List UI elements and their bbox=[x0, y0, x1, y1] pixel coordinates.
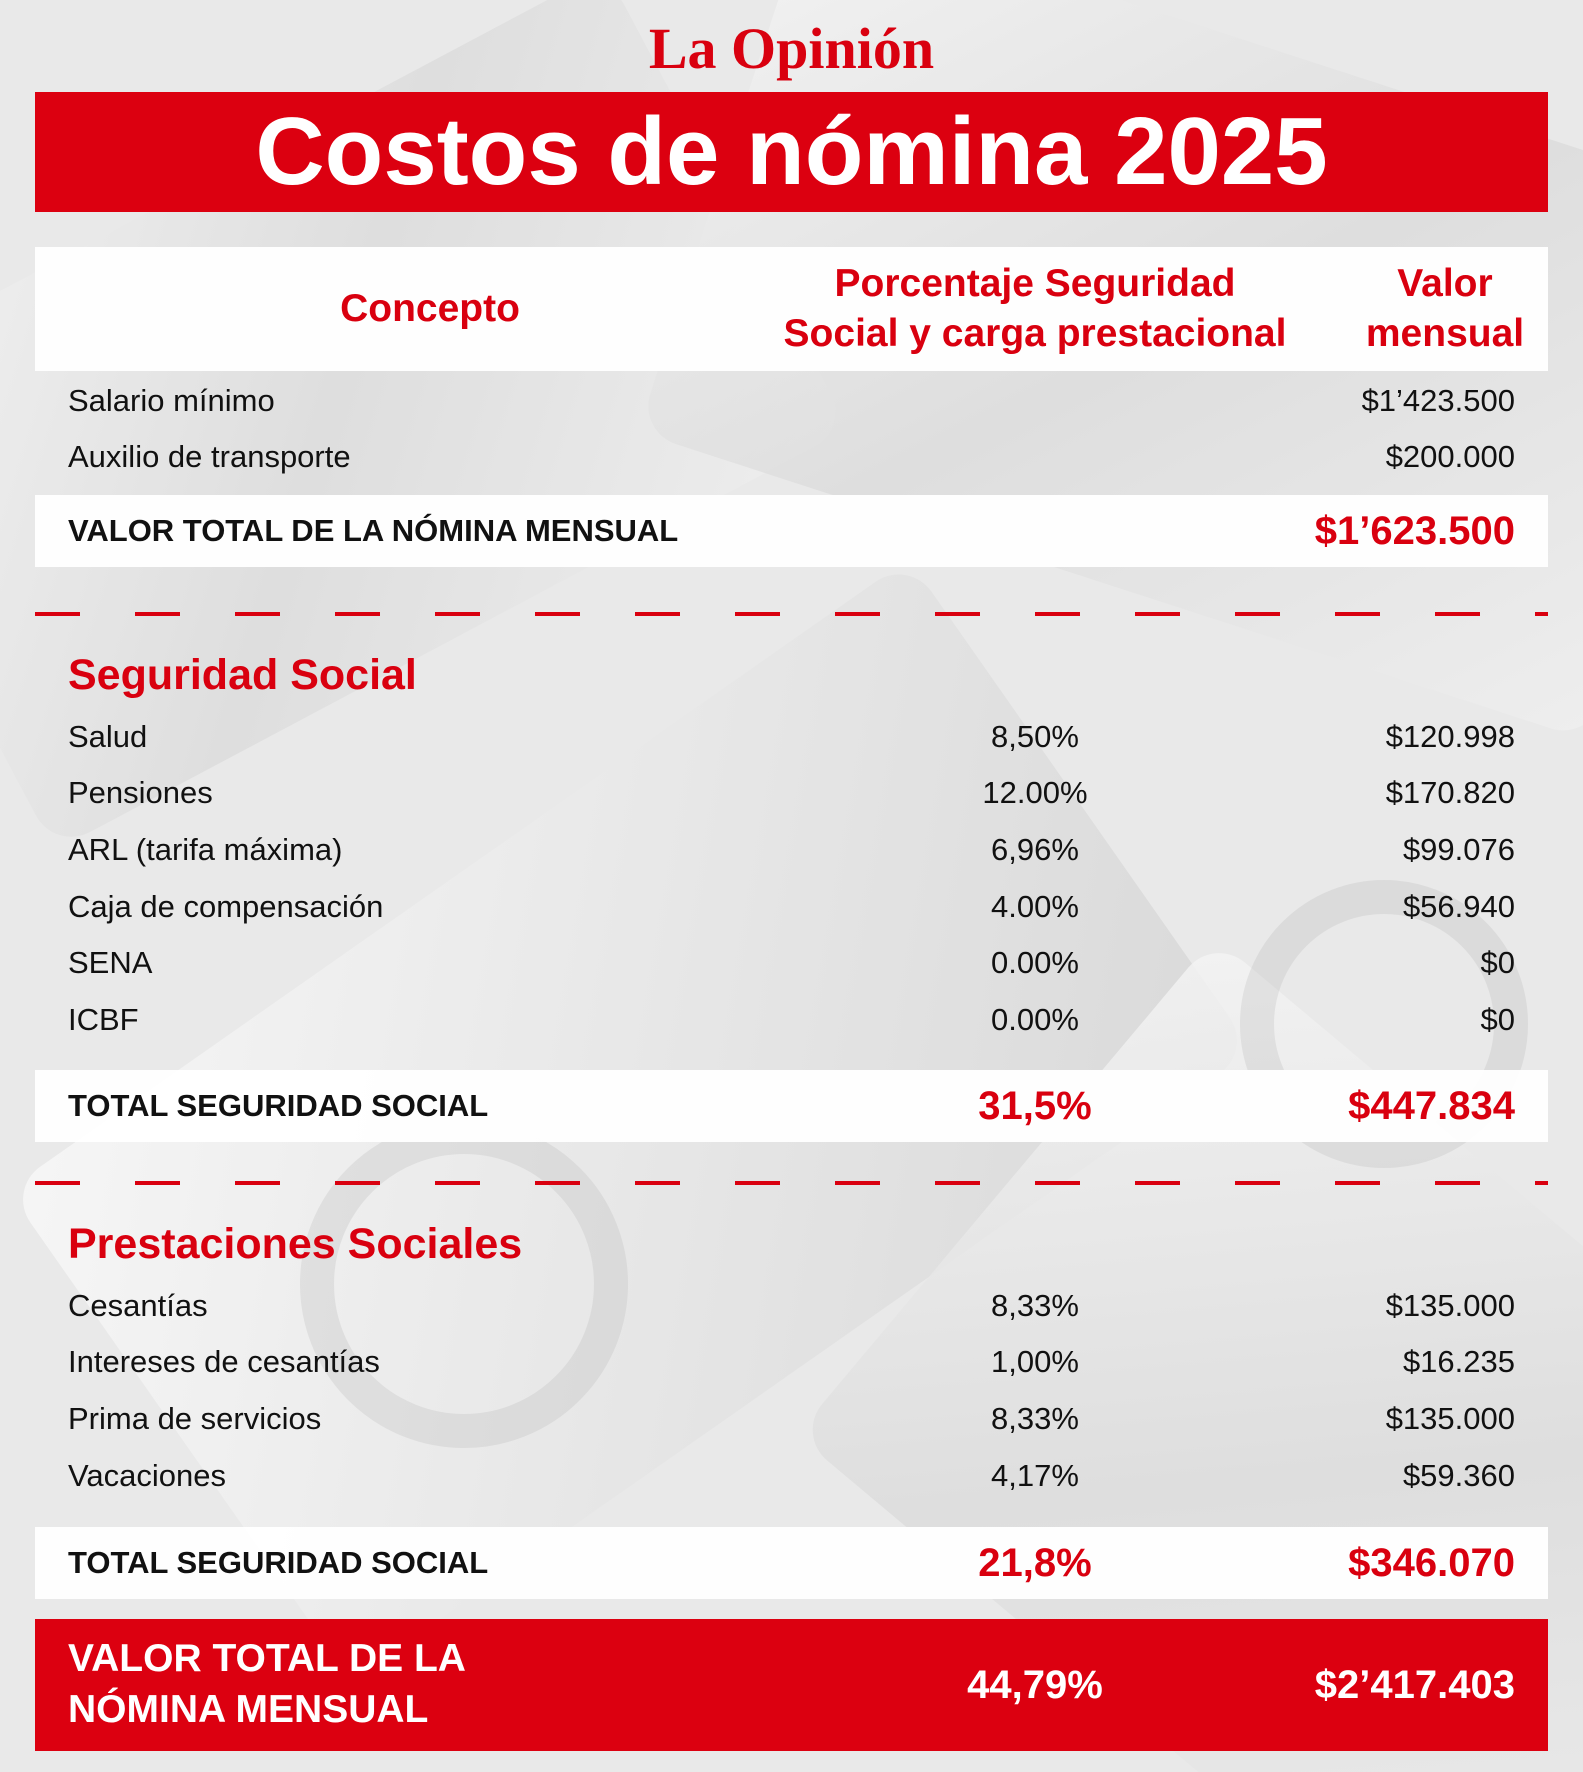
table-header bbox=[35, 247, 1548, 371]
row-value: $56.940 bbox=[1402, 889, 1515, 924]
table-row bbox=[35, 936, 1548, 990]
row-label: SENA bbox=[68, 945, 153, 980]
row-label: Caja de compensación bbox=[68, 889, 384, 924]
header-valor bbox=[1275, 247, 1583, 371]
row-label: ICBF bbox=[68, 1002, 139, 1037]
grand-total-label-line1: VALOR TOTAL DE LA bbox=[68, 1637, 466, 1680]
table-row bbox=[35, 823, 1548, 877]
total-percentage: 21,8% bbox=[978, 1541, 1092, 1585]
row-value: $59.360 bbox=[1402, 1458, 1515, 1493]
total-label: VALOR TOTAL DE LA NÓMINA MENSUAL bbox=[68, 513, 679, 548]
table-row bbox=[35, 993, 1548, 1047]
row-percentage: 8,33% bbox=[991, 1401, 1079, 1436]
grand-total-value: $2’417.403 bbox=[1314, 1663, 1515, 1707]
table-row bbox=[35, 880, 1548, 934]
row-label: Prima de servicios bbox=[68, 1401, 322, 1436]
total-value: $447.834 bbox=[1348, 1084, 1515, 1128]
section-title-prestaciones: Prestaciones Sociales bbox=[68, 1220, 523, 1268]
row-value: $1’423.500 bbox=[1361, 383, 1515, 418]
row-value: $0 bbox=[1480, 945, 1515, 980]
row-percentage: 12.00% bbox=[982, 775, 1088, 810]
table-row bbox=[35, 1279, 1548, 1333]
total-percentage: 31,5% bbox=[978, 1084, 1092, 1128]
row-value: $170.820 bbox=[1385, 775, 1515, 810]
table-row bbox=[35, 766, 1548, 820]
header-valor-line1: Valor bbox=[1397, 262, 1493, 305]
header-valor-line2: mensual bbox=[1365, 312, 1525, 355]
header-porcentaje-line1: Porcentaje Seguridad bbox=[834, 262, 1236, 305]
row-percentage: 8,33% bbox=[991, 1288, 1079, 1323]
row-value: $99.076 bbox=[1402, 832, 1515, 867]
row-percentage: 4.00% bbox=[991, 889, 1079, 924]
row-label: Pensiones bbox=[68, 775, 213, 810]
page-title: Costos de nómina 2025 bbox=[35, 92, 1548, 212]
row-value: $200.000 bbox=[1385, 439, 1515, 474]
row-label: Vacaciones bbox=[68, 1458, 226, 1493]
table-row bbox=[35, 1449, 1548, 1503]
row-value: $135.000 bbox=[1385, 1288, 1515, 1323]
table-row bbox=[35, 1392, 1548, 1446]
row-label: Intereses de cesantías bbox=[68, 1344, 380, 1379]
row-label: Cesantías bbox=[68, 1288, 208, 1323]
header-concepto: Concepto bbox=[340, 287, 520, 330]
row-percentage: 4,17% bbox=[991, 1458, 1079, 1493]
total-value: $346.070 bbox=[1348, 1541, 1515, 1585]
total-seguridad-row bbox=[35, 1070, 1548, 1142]
grand-total-row bbox=[35, 1619, 1548, 1751]
dashed-divider bbox=[35, 1181, 1548, 1185]
table-row bbox=[35, 1335, 1548, 1389]
total-nomina-row bbox=[35, 495, 1548, 567]
brand-logo: La Opinión bbox=[648, 16, 935, 81]
table-row bbox=[35, 430, 1548, 484]
row-label: ARL (tarifa máxima) bbox=[68, 832, 343, 867]
row-label: Auxilio de transporte bbox=[68, 439, 351, 474]
row-value: $120.998 bbox=[1385, 719, 1515, 754]
grand-total-label-line2: NÓMINA MENSUAL bbox=[68, 1688, 429, 1731]
table-row bbox=[35, 374, 1548, 428]
row-percentage: 8,50% bbox=[991, 719, 1079, 754]
row-percentage: 0.00% bbox=[991, 1002, 1079, 1037]
total-label: TOTAL SEGURIDAD SOCIAL bbox=[68, 1545, 489, 1580]
row-value: $16.235 bbox=[1402, 1344, 1515, 1379]
row-percentage: 0.00% bbox=[991, 945, 1079, 980]
total-label: TOTAL SEGURIDAD SOCIAL bbox=[68, 1088, 489, 1123]
section-title-seguridad: Seguridad Social bbox=[68, 651, 417, 699]
row-percentage: 1,00% bbox=[991, 1344, 1079, 1379]
dashed-divider bbox=[35, 612, 1548, 616]
total-prestaciones-row bbox=[35, 1527, 1548, 1599]
row-value: $135.000 bbox=[1385, 1401, 1515, 1436]
row-label: Salario mínimo bbox=[68, 383, 275, 418]
header-porcentaje bbox=[735, 247, 1335, 371]
row-value: $0 bbox=[1480, 1002, 1515, 1037]
row-percentage: 6,96% bbox=[991, 832, 1079, 867]
grand-total-label bbox=[68, 1633, 466, 1735]
table-row bbox=[35, 710, 1548, 764]
grand-total-percentage: 44,79% bbox=[967, 1663, 1103, 1707]
header-porcentaje-line2: Social y carga prestacional bbox=[783, 312, 1287, 355]
row-label: Salud bbox=[68, 719, 148, 754]
total-value: $1’623.500 bbox=[1314, 509, 1515, 553]
